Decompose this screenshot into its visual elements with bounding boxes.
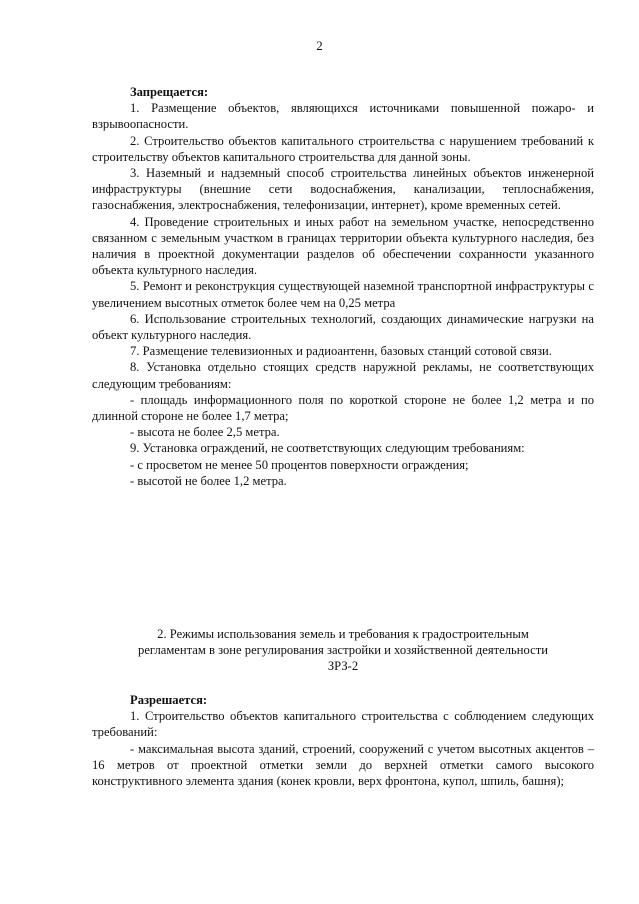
list-item: 9. Установка ограждений, не соответствующих следующим требованиям: [130, 441, 525, 456]
list-item: - площадь информационного поля по короткой стороне не более 1,2 метра и по длинной стороне не более 1,7 метра; [92, 392, 594, 424]
list-item: - максимальная высота зданий, строений, сооружений с учетом высотных акцентов – 16 метров от проектной отметки земли до верхней отметки самого высокого конструктивного элемента здания (конек кровли, верх фронтона, купол, шпиль, башня); [92, 741, 594, 789]
list-item: 2. Строительство объектов капитального строительства с нарушением требований к строительству объектов капитального строительства для данной зоны. [92, 133, 594, 164]
section-title-line: 2. Режимы использования земель и требования к градостроительным [157, 627, 529, 641]
list-item: - высота не более 2,5 метра. [130, 425, 280, 440]
list-item: - высотой не более 1,2 метра. [130, 473, 287, 488]
page-number: 2 [316, 38, 323, 53]
list-item: - с просветом не менее 50 процентов поверхности ограждения; [130, 457, 469, 472]
list-item: 1. Строительство объектов капитального строительства с соблюдением следующих требований: [92, 709, 594, 740]
list-item: 1. Размещение объектов, являющихся источниками повышенной пожаро- и взрывоопасности. [92, 101, 594, 132]
list-item: 8. Установка отдельно стоящих средств наружной рекламы, не соответствующих следующим требованиям: [92, 360, 594, 391]
list-item: 6. Использование строительных технологий, создающих динамические нагрузки на объект культурного наследия. [92, 311, 594, 343]
list-item: 3. Наземный и надземный способ строительства линейных объектов инженерной инфраструктуры (внешние сети водоснабжения, канализации, теплоснабжения, газоснабжения, электроснабжения, телефонизации, интернет), кроме временных сетей. [92, 166, 594, 213]
section-title [80, 626, 606, 675]
list-item: 7. Размещение телевизионных и радиоантенн, базовых станций сотовой связи. [130, 344, 552, 359]
permissions-heading: Разрешается: [130, 693, 208, 707]
permissions-section [92, 692, 594, 789]
section-title-line: ЗРЗ-2 [327, 659, 359, 674]
prohibitions-section [92, 84, 594, 489]
list-item: 4. Проведение строительных и иных работ на земельном участке, непосредственно связанном с земельным участком в границах территории объекта культурного наследия, без наличия в проектной документации разделов об обеспечении сохранности указанного объекта культурного наследия. [92, 214, 594, 278]
list-item: 5. Ремонт и реконструкция существующей наземной транспортной инфраструктуры с увеличением высотных отметок более чем на 0,25 метра [92, 279, 594, 310]
prohibitions-heading: Запрещается: [130, 85, 209, 99]
section-title-line: регламентам в зоне регулирования застройки и хозяйственной деятельности [138, 643, 548, 658]
